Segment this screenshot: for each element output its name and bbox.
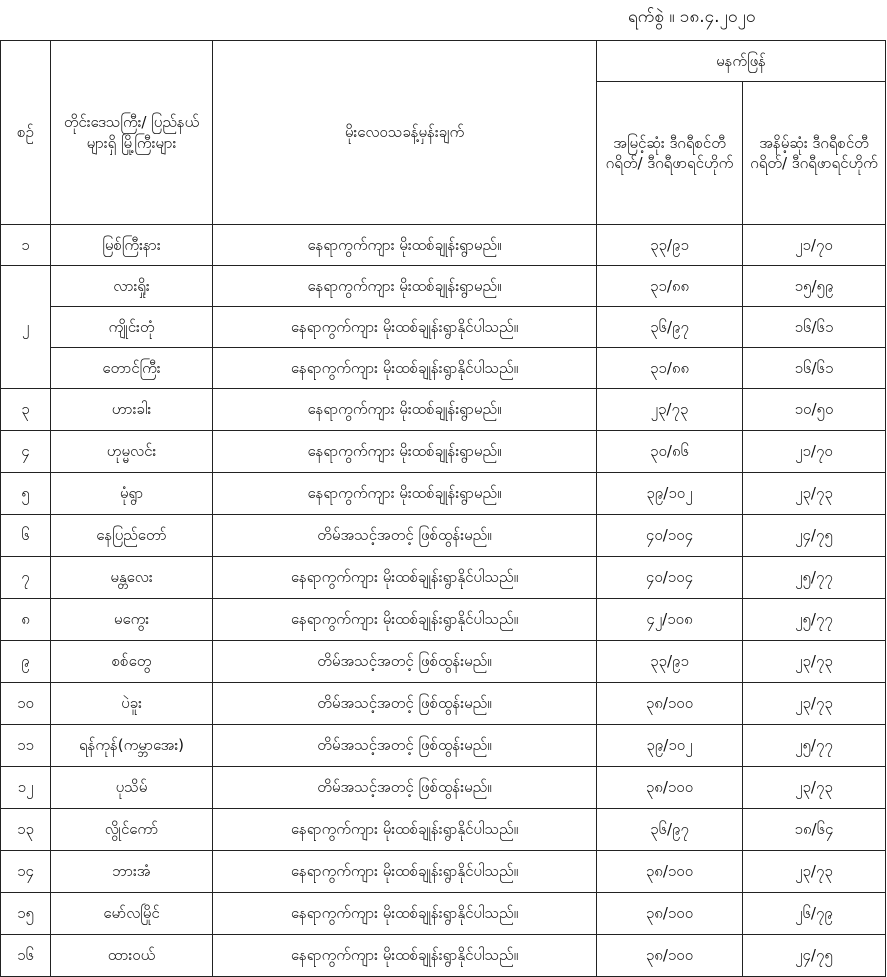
table-row [1, 893, 886, 935]
row-no: ၃ [1, 389, 51, 431]
row-forecast: တိမ်အသင့်အတင့် ဖြစ်ထွန်းမည်။ [213, 683, 597, 725]
row-min: ၂၄/၇၅ [743, 515, 886, 557]
row-min: ၁၆/၆၁ [743, 348, 886, 389]
row-forecast: နေရာကွက်ကျား မိုးထစ်ချုန်းရွာမည်။ [213, 431, 597, 473]
table-row [1, 389, 886, 431]
row-no: ၁၆ [1, 935, 51, 977]
row-forecast: နေရာကွက်ကျား မိုးထစ်ချုန်းရွာမည်။ [213, 389, 597, 431]
row-no: ၆ [1, 515, 51, 557]
row-city: လားရှိုး [51, 266, 213, 307]
row-city: မန္တလေး [51, 557, 213, 599]
row-forecast: နေရာကွက်ကျား မိုးထစ်ချုန်းရွာမည်။ [213, 266, 597, 307]
row-forecast: နေရာကွက်ကျား မိုးထစ်ချုန်းရွာနိုင်ပါသည်။ [213, 851, 597, 893]
row-city: မကွေး [51, 599, 213, 641]
row-city: ထားဝယ် [51, 935, 213, 977]
row-no: ၁၀ [1, 683, 51, 725]
row-forecast: နေရာကွက်ကျား မိုးထစ်ချုန်းရွာနိုင်ပါသည်။ [213, 557, 597, 599]
row-min: ၂၆/၇၉ [743, 893, 886, 935]
row-max: ၃၈/၁၀၀ [597, 767, 743, 809]
weather-forecast-table [0, 40, 886, 977]
row-no: ၅ [1, 473, 51, 515]
row-forecast: တိမ်အသင့်အတင့် ဖြစ်ထွန်းမည်။ [213, 515, 597, 557]
row-min: ၁၅/၅၉ [743, 266, 886, 307]
table-row [1, 725, 886, 767]
row-max: ၃၈/၁၀၀ [597, 935, 743, 977]
header-forecast: မိုးလေဝသခန့်မှန်းချက် [213, 41, 597, 225]
row-forecast: နေရာကွက်ကျား မိုးထစ်ချုန်းရွာနိုင်ပါသည်။ [213, 307, 597, 348]
row-city: နေပြည်တော် [51, 515, 213, 557]
row-min: ၂၅/၇၇ [743, 725, 886, 767]
row-min: ၁၈/၆၄ [743, 809, 886, 851]
row-max: ၃၆/၉၇ [597, 307, 743, 348]
row-max: ၃၃/၉၁ [597, 641, 743, 683]
table-row [1, 266, 886, 307]
row-max: ၃၁/၈၈ [597, 266, 743, 307]
row-max: ၃၆/၉၇ [597, 809, 743, 851]
row-min: ၂၃/၇၃ [743, 851, 886, 893]
row-no: ၈ [1, 599, 51, 641]
table-row [1, 557, 886, 599]
row-max: ၃၈/၁၀၀ [597, 851, 743, 893]
table-row [1, 851, 886, 893]
row-city: ဟုမ္မလင်း [51, 431, 213, 473]
row-max: ၃၈/၁၀၀ [597, 683, 743, 725]
row-city: ဟားခါး [51, 389, 213, 431]
table-row [1, 767, 886, 809]
row-city: ရန်ကုန်(ကမ္ဘာအေး) [51, 725, 213, 767]
row-forecast: နေရာကွက်ကျား မိုးထစ်ချုန်းရွာမည်။ [213, 225, 597, 266]
table-row [1, 307, 886, 348]
row-no: ၁ [1, 225, 51, 266]
row-no: ၄ [1, 431, 51, 473]
row-no: ၁၅ [1, 893, 51, 935]
header-min-temp: အနိမ့်ဆုံး ဒီဂရီစင်တီဂရိတ်/ ဒီဂရီဖာရင်ဟိုက် [743, 82, 886, 225]
row-forecast: တိမ်အသင့်အတင့် ဖြစ်ထွန်းမည်။ [213, 641, 597, 683]
row-min: ၂၁/၇၀ [743, 431, 886, 473]
report-date: ရက်စွဲ ။ ၁၈.၄.၂၀၂၀ [628, 7, 756, 27]
row-min: ၂၃/၇၃ [743, 683, 886, 725]
row-no: ၇ [1, 557, 51, 599]
row-max: ၃၃/၉၁ [597, 225, 743, 266]
header-row [1, 41, 886, 82]
row-forecast: တိမ်အသင့်အတင့် ဖြစ်ထွန်းမည်။ [213, 767, 597, 809]
row-city: လွိုင်ကော် [51, 809, 213, 851]
row-min: ၁၀/၅၀ [743, 389, 886, 431]
row-no: ၉ [1, 641, 51, 683]
table-row [1, 473, 886, 515]
row-forecast: နေရာကွက်ကျား မိုးထစ်ချုန်းရွာမည်။ [213, 473, 597, 515]
row-max: ၄၀/၁၀၄ [597, 515, 743, 557]
table-row [1, 809, 886, 851]
row-city: ကျိုင်းတုံ [51, 307, 213, 348]
row-forecast: နေရာကွက်ကျား မိုးထစ်ချုန်းရွာနိုင်ပါသည်။ [213, 809, 597, 851]
table-row [1, 641, 886, 683]
row-max: ၃၁/၈၈ [597, 348, 743, 389]
row-forecast: နေရာကွက်ကျား မိုးထစ်ချုန်းရွာနိုင်ပါသည်။ [213, 893, 597, 935]
row-city: ဘားအံ [51, 851, 213, 893]
row-min: ၁၆/၆၁ [743, 307, 886, 348]
row-min: ၂၁/၇၀ [743, 225, 886, 266]
row-min: ၂၅/၇၇ [743, 557, 886, 599]
header-city: တိုင်းဒေသကြီး/ ပြည်နယ်များရှိ မြို့ကြီးများ [51, 41, 213, 225]
row-no: ၁၄ [1, 851, 51, 893]
row-no: ၁၃ [1, 809, 51, 851]
table-row [1, 225, 886, 266]
row-city: မုံရွာ [51, 473, 213, 515]
row-forecast: နေရာကွက်ကျား မိုးထစ်ချုန်းရွာနိုင်ပါသည်။ [213, 348, 597, 389]
table-row [1, 935, 886, 977]
row-no: ၂ [1, 266, 51, 389]
row-max: ၄၀/၁၀၄ [597, 557, 743, 599]
table-row [1, 515, 886, 557]
row-max: ၂၃/၇၃ [597, 389, 743, 431]
row-forecast: နေရာကွက်ကျား မိုးထစ်ချုန်းရွာနိုင်ပါသည်။ [213, 599, 597, 641]
row-city: ပုသိမ် [51, 767, 213, 809]
table-row [1, 348, 886, 389]
table-row [1, 599, 886, 641]
row-max: ၃၉/၁၀၂ [597, 725, 743, 767]
row-max: ၃၀/၈၆ [597, 431, 743, 473]
header-tomorrow: မနက်ဖြန် [597, 41, 886, 82]
header-no: စဉ် [1, 41, 51, 225]
row-city: မြစ်ကြီးနား [51, 225, 213, 266]
row-forecast: တိမ်အသင့်အတင့် ဖြစ်ထွန်းမည်။ [213, 725, 597, 767]
row-no: ၁၂ [1, 767, 51, 809]
row-min: ၂၄/၇၅ [743, 935, 886, 977]
row-city: ပဲခူး [51, 683, 213, 725]
row-max: ၄၂/၁၀၈ [597, 599, 743, 641]
row-city: မော်လမြိုင် [51, 893, 213, 935]
row-min: ၂၃/၇၃ [743, 473, 886, 515]
row-min: ၂၅/၇၇ [743, 599, 886, 641]
row-city: တောင်ကြီး [51, 348, 213, 389]
row-min: ၂၃/၇၃ [743, 641, 886, 683]
header-max-temp: အမြင့်ဆုံး ဒီဂရီစင်တီဂရိတ်/ ဒီဂရီဖာရင်ဟိုက် [597, 82, 743, 225]
row-min: ၂၃/၇၃ [743, 767, 886, 809]
table-row [1, 431, 886, 473]
row-max: ၃၈/၁၀၀ [597, 893, 743, 935]
table-row [1, 683, 886, 725]
row-forecast: နေရာကွက်ကျား မိုးထစ်ချုန်းရွာနိုင်ပါသည်။ [213, 935, 597, 977]
row-no: ၁၁ [1, 725, 51, 767]
row-max: ၃၉/၁၀၂ [597, 473, 743, 515]
row-city: စစ်တွေ [51, 641, 213, 683]
